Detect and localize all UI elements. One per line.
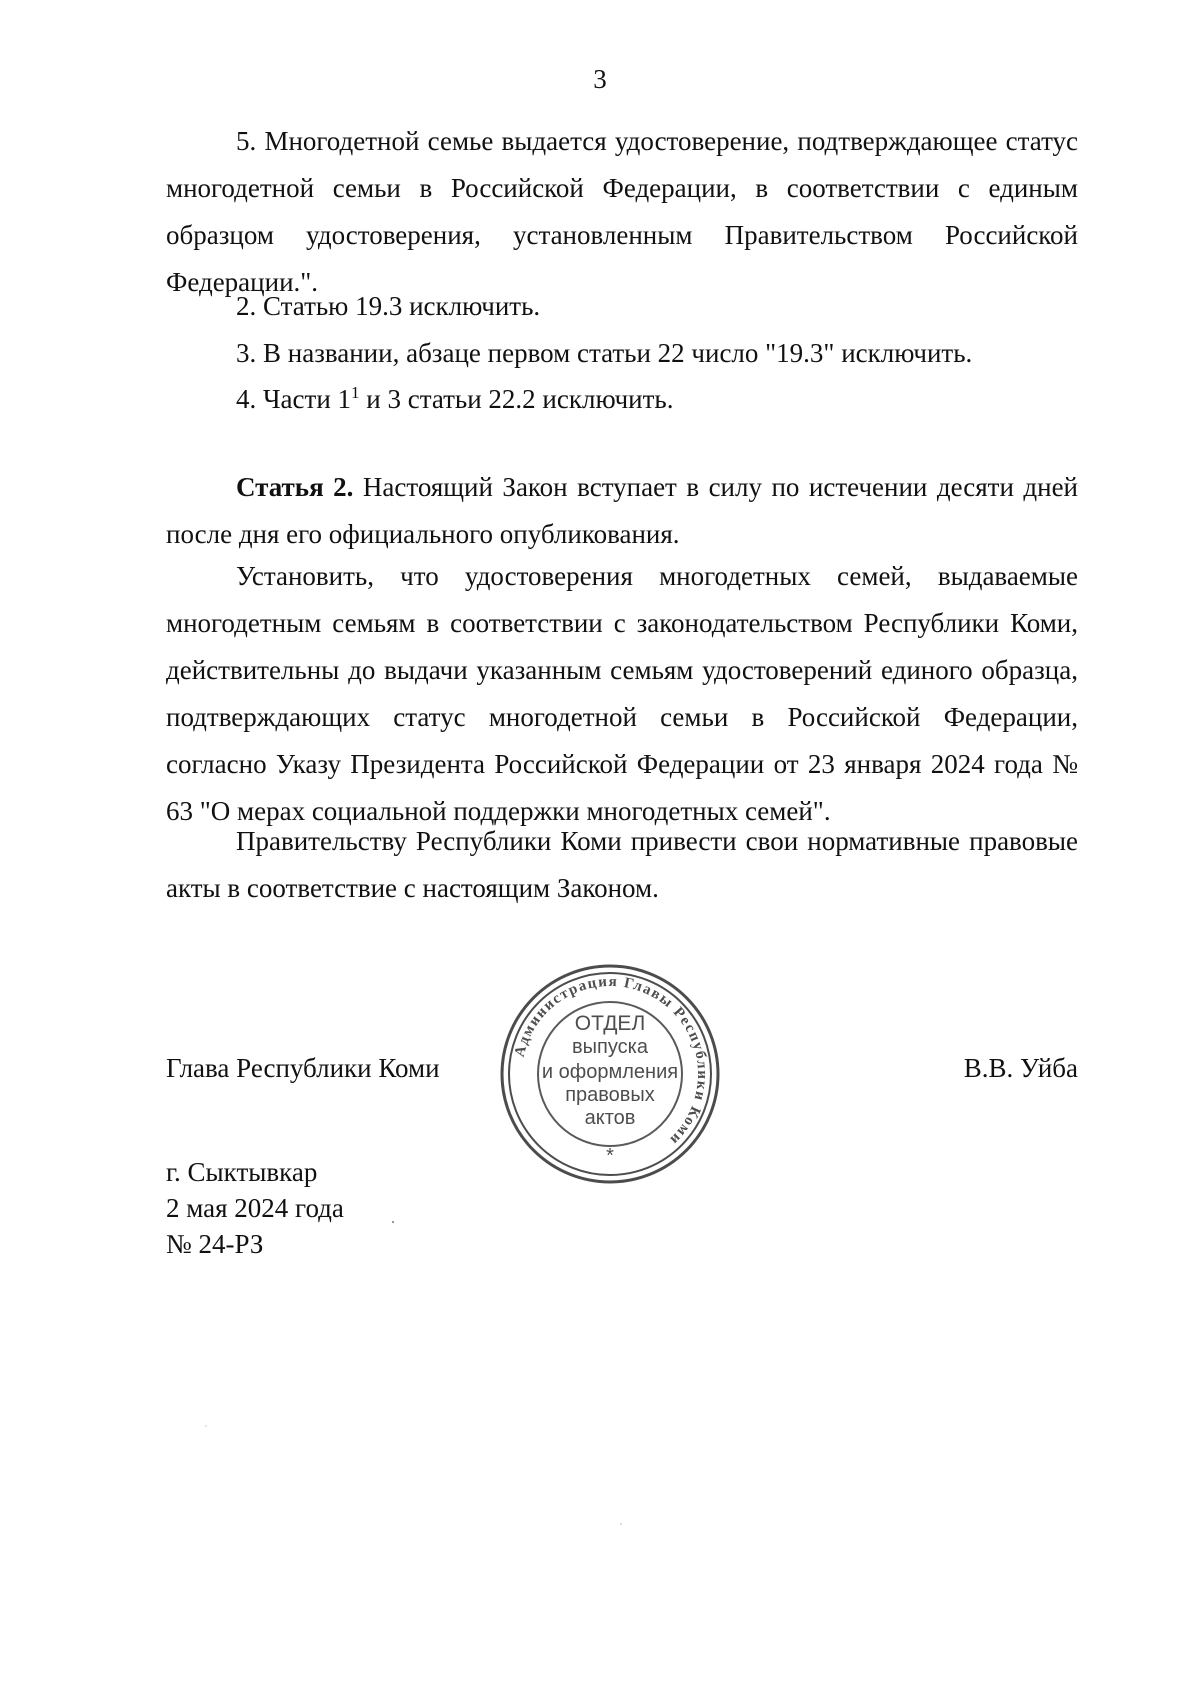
superscript-number: 1 xyxy=(351,383,360,402)
place-date-block xyxy=(166,1154,344,1262)
signature-title: Глава Республики Коми xyxy=(166,1053,440,1083)
signature-name: В.В. Уйба xyxy=(963,1053,1078,1083)
city: г. Сыктывкар xyxy=(166,1157,318,1187)
paragraph-item-5: 5. Многодетной семье выдается удостоверение, подтверждающее статус многодетной семьи в Российской Федерации, в соответствии с единым образцом удостоверения, установленным Правительством Российской Федерации.". xyxy=(166,126,1078,297)
scan-speck xyxy=(205,1425,207,1427)
paragraph-item-2: 2. Статью 19.3 исключить. xyxy=(236,291,541,321)
article-2-text: Настоящий Закон вступает в силу по истечении десяти дней после дня его официального опубликования. xyxy=(166,472,1079,549)
scan-speck xyxy=(392,1221,394,1223)
scan-speck xyxy=(620,1523,622,1525)
page-number: 3 xyxy=(593,64,607,94)
official-stamp xyxy=(498,962,722,1186)
law-number: № 24-РЗ xyxy=(166,1229,264,1259)
stamp-line-5: актов xyxy=(584,1107,636,1129)
stamp-ring-text: Администрация Главы Республики Коми xyxy=(511,973,711,1149)
article-2-paragraph xyxy=(166,464,1078,558)
certificates-paragraph: Установить, что удостоверения многодетных семей, выдаваемые многодетным семьям в соответствии с законодательством Республики Коми, действительны до выдачи указанным семьям удостоверений единого образца, подтверждающих статус многодетной семьи в Российской Федерации, согласно Указу Президента Российской Федерации от 23 января 2024 года № 63 "О мерах социальной поддержки многодетных семей". xyxy=(166,561,1078,826)
paragraph-item-3: 3. В названии, абзаце первом статьи 22 число "19.3" исключить. xyxy=(236,338,973,368)
government-paragraph: Правительству Республики Коми привести свои нормативные правовые акты в соответствие с настоящим Законом. xyxy=(166,826,1078,903)
stamp-line-2: выпуска xyxy=(572,1036,648,1058)
stamp-line-1: ОТДЕЛ xyxy=(574,1012,646,1035)
stamp-line-3: и оформления xyxy=(541,1061,679,1083)
stamp-line-4: правовых xyxy=(565,1084,655,1106)
law-date: 2 мая 2024 года xyxy=(166,1193,344,1223)
paragraph-item-4 xyxy=(236,376,1078,423)
stamp-star: * xyxy=(606,1145,614,1167)
paragraph-item-4-start: 4. Части 1 xyxy=(236,384,352,414)
article-2-heading: Статья 2. xyxy=(236,472,354,502)
paragraph-item-4-end: и 3 статьи 22.2 исключить. xyxy=(359,384,674,414)
